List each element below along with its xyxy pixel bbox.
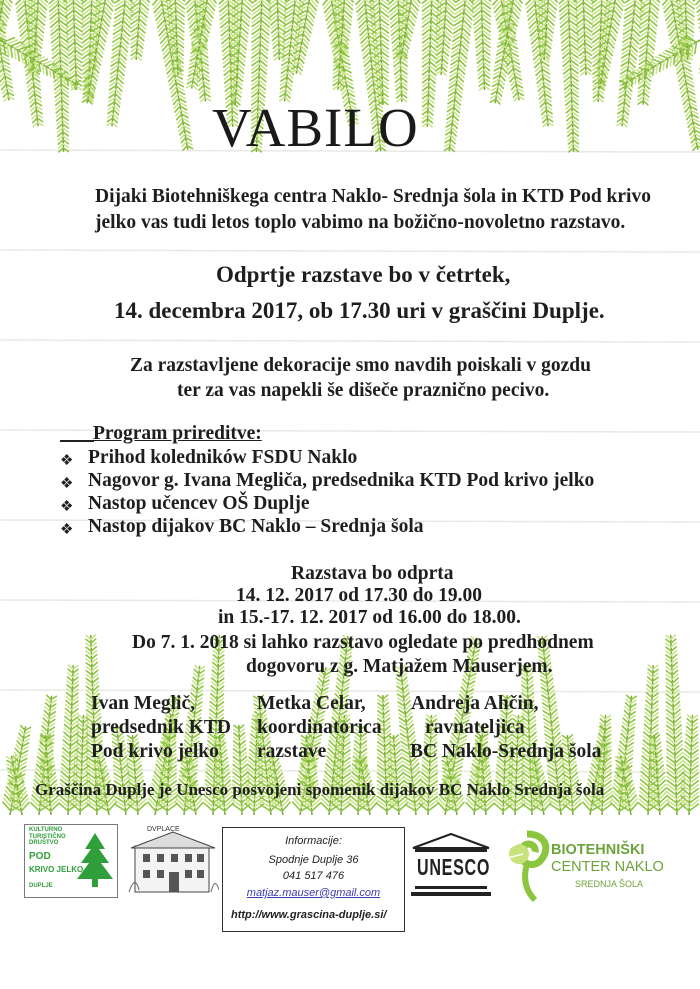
opening-line-1: Odprtje razstave bo v četrtek, xyxy=(216,262,511,287)
bc-logo-line-2: CENTER NAKLO xyxy=(551,859,664,875)
signature-role: koordinatorica xyxy=(257,717,382,738)
castle-sketch xyxy=(127,826,219,896)
wood-plank-line xyxy=(0,340,700,342)
intro-line-1: Dijaki Biotehniškega centra Naklo- Srednja šola in KTD Pod krivo xyxy=(95,186,651,207)
signature-meglic xyxy=(91,692,231,764)
fir-branch xyxy=(559,0,578,152)
schedule-line-2: 14. 12. 2017 od 17.30 do 19.00 xyxy=(236,585,482,606)
ktd-logo-jelko: KRIVO JELKO xyxy=(29,865,84,874)
fir-branch xyxy=(389,0,407,102)
unesco-logo-text: UNESCO xyxy=(417,854,491,880)
program-item: Nagovor g. Ivana Megliča, predsednika KTD Pod krivo jelko xyxy=(88,470,595,491)
fir-branch xyxy=(638,0,659,105)
fir-branch xyxy=(291,0,318,74)
fir-branch xyxy=(650,735,669,815)
bullet-icon: ❖ xyxy=(60,476,74,492)
program-item: Prihod koledników FSDU Naklo xyxy=(88,447,358,468)
program-title: Program prireditve: xyxy=(93,423,262,444)
castle-label: DVPLACE xyxy=(147,826,180,833)
ktd-logo-line: TURISTIČNO xyxy=(29,833,66,840)
ktd-logo-pod: POD xyxy=(29,851,51,862)
ktd-logo-text xyxy=(29,827,66,847)
info-address: Spodnje Duplje 36 xyxy=(268,854,359,866)
unesco-logo xyxy=(409,832,493,898)
fir-branch xyxy=(526,0,553,127)
signature-org: Pod krivo jelko xyxy=(91,741,219,762)
signature-org: BC Naklo-Srednja šola xyxy=(410,741,602,762)
signature-role: ravnateljica xyxy=(425,717,525,738)
bullet-icon: ❖ xyxy=(60,499,74,515)
bc-logo-line-1: BIOTEHNIŠKI xyxy=(551,842,645,858)
info-website-link[interactable]: http://www.grascina-duplje.si/ xyxy=(231,909,387,921)
schedule-line-3: in 15.-17. 12. 2017 od 16.00 do 18.00. xyxy=(218,607,521,628)
decor-line-2: ter za vas napekli še dišeče praznično pecivo. xyxy=(177,380,550,401)
ktd-logo-line: KULTURNO xyxy=(29,827,63,833)
program-item: Nastop dijakov BC Naklo – Srednja šola xyxy=(88,516,424,537)
intro-line-2: jelko vas tudi letos toplo vabimo na božično-novoletno razstavo. xyxy=(95,212,626,233)
signature-role: predsednik KTD xyxy=(91,717,231,738)
info-phone: 041 517 476 xyxy=(282,870,345,882)
fir-branch xyxy=(166,0,184,75)
unesco-note: Graščina Duplje je Unesco posvojeni spomenik dijakov BC Naklo Srednja šola xyxy=(35,780,605,799)
signature-celar xyxy=(257,692,382,764)
information-box xyxy=(222,827,405,932)
schedule-line-4: Do 7. 1. 2018 si lahko razstavo ogledate po predhodnem xyxy=(132,632,594,653)
fir-branch xyxy=(680,715,698,815)
program-item: Nastop učencev OŠ Duplje xyxy=(88,493,310,514)
info-email-link[interactable]: matjaz.mauser@gmail.com xyxy=(246,887,381,899)
fir-branch xyxy=(666,635,686,815)
signature-name: Ivan Meglič, xyxy=(91,693,195,714)
schedule-line-1: Razstava bo odprta xyxy=(291,563,454,584)
signature-org: razstave xyxy=(257,741,327,762)
fir-branch xyxy=(696,0,700,102)
signature-name: Metka Celar, xyxy=(257,693,366,714)
ktd-logo-duplje: DUPLJE xyxy=(29,883,53,889)
decor-line-1: Za razstavljene dekoracije smo navdih poiskali v gozdu xyxy=(130,355,591,376)
fir-branch xyxy=(472,0,490,90)
bullet-icon: ❖ xyxy=(60,522,74,538)
ktd-logo-line: DRUŠTVO xyxy=(29,840,59,846)
schedule-line-5: dogovoru z g. Matjažem Mauserjem. xyxy=(246,656,553,677)
opening-line-2: 14. decembra 2017, ob 17.30 uri v graščini Duplje. xyxy=(114,298,605,323)
bullet-icon: ❖ xyxy=(60,453,74,469)
page-title: VABILO xyxy=(212,97,419,158)
ktd-logo xyxy=(24,824,118,898)
fir-branch xyxy=(131,0,149,60)
bc-naklo-logo xyxy=(497,828,692,908)
program-title-rule xyxy=(60,440,94,442)
wood-plank-line xyxy=(0,250,700,252)
info-heading: Informacije: xyxy=(285,835,342,847)
signature-name: Andreja Ahčin, xyxy=(411,693,539,714)
bc-logo-line-3: SREDNJA ŠOLA xyxy=(575,879,644,889)
signature-ahcin xyxy=(410,692,601,764)
